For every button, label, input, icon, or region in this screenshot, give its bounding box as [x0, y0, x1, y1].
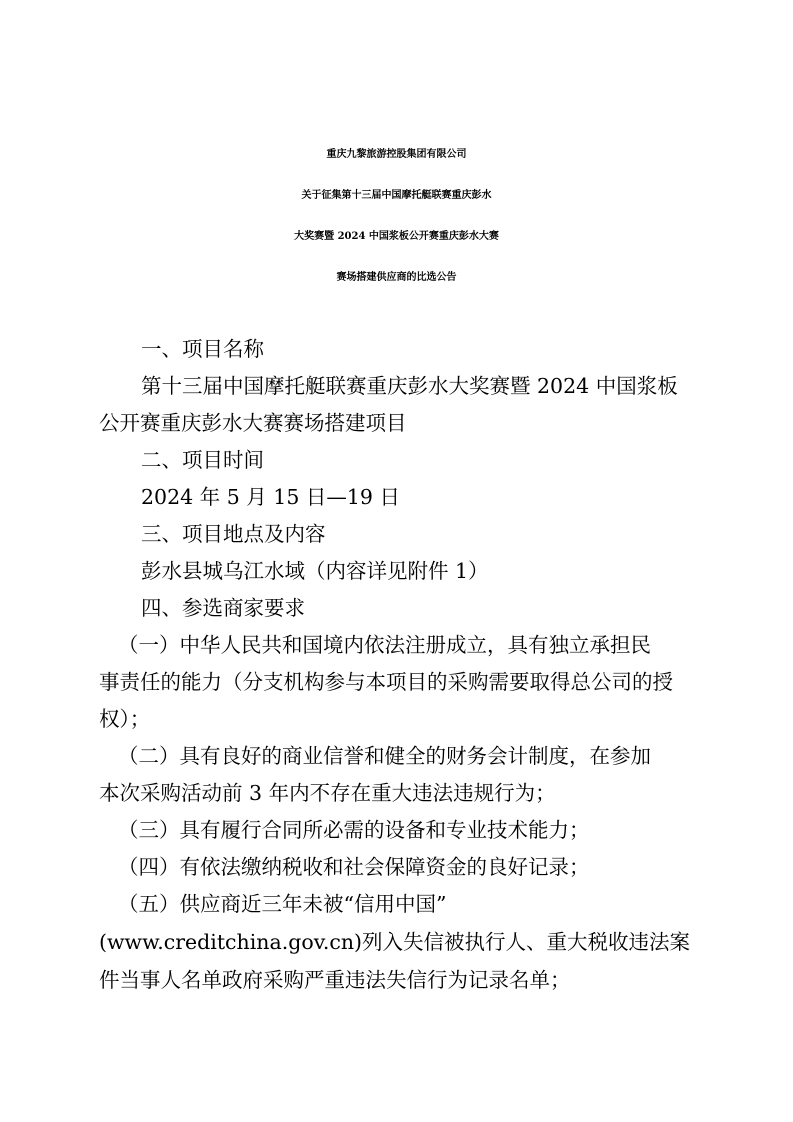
requirement-2-line-1: （二）具有良好的商业信誉和健全的财务会计制度，在参加: [118, 744, 651, 768]
requirement-2-line-2: 本次采购活动前 3 年内不存在重大违法违规行为；: [99, 781, 556, 805]
section-2-text-line-1: 2024 年 5 月 15 日—19 日: [141, 485, 400, 509]
title-line-1: 重庆九黎旅游控股集团有限公司: [326, 149, 467, 160]
requirement-4-line-1: （四）有依法缴纳税收和社会保障资金的良好记录；: [118, 855, 590, 879]
section-3-text-line-1: 彭水县城乌江水域（内容详见附件 1）: [141, 559, 489, 583]
requirement-5-line-3: 件当事人名单政府采购严重违法失信行为记录名单；: [99, 968, 571, 992]
requirement-1-line-2: 事责任的能力（分支机构参与本项目的采购需要取得总公司的授: [99, 670, 673, 694]
requirement-3-line-1: （三）具有履行合同所必需的设备和专业技术能力；: [118, 818, 590, 842]
section-2-heading: 二、项目时间: [141, 448, 264, 472]
title-line-3: 大奖赛暨 2024 中国浆板公开赛重庆彭水大赛: [294, 231, 499, 242]
section-1-heading: 一、项目名称: [141, 337, 264, 361]
requirement-5-line-2: (www.creditchina.gov.cn)列入失信被执行人、重大税收违法案: [99, 930, 691, 954]
title-line-4: 赛场搭建供应商的比选公告: [336, 272, 457, 283]
requirement-5-line-1: （五）供应商近三年未被“信用中国”: [118, 892, 447, 916]
section-1-text-line-1: 第十三届中国摩托艇联赛重庆彭水大奖赛暨 2024 中国浆板: [141, 374, 678, 398]
section-4-heading: 四、参选商家要求: [141, 596, 305, 620]
title-line-2: 关于征集第十三届中国摩托艇联赛重庆彭水: [301, 190, 492, 201]
section-1-text-line-2: 公开赛重庆彭水大赛赛场搭建项目: [99, 411, 407, 435]
requirement-1-line-1: （一）中华人民共和国境内依法注册成立，具有独立承担民: [118, 633, 651, 657]
requirement-1-line-3: 权）；: [99, 707, 151, 731]
section-3-heading: 三、项目地点及内容: [141, 522, 326, 546]
